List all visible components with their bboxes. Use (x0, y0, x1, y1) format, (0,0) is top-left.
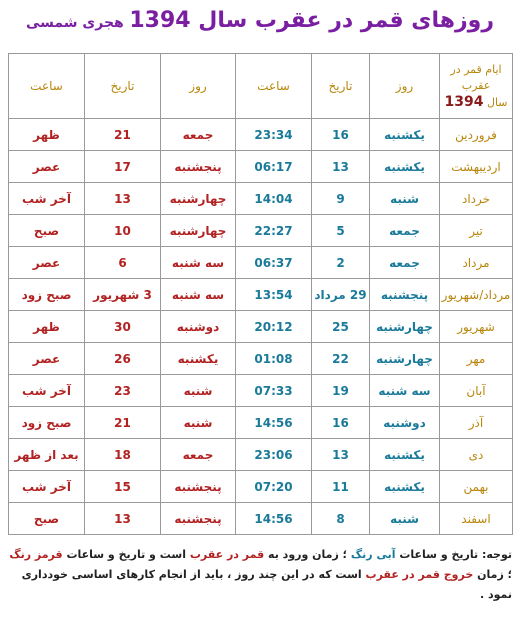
exit-date-cell: 15 (85, 471, 161, 503)
exit-time-cell: عصر (9, 247, 85, 279)
entry-day-cell: جمعه (370, 247, 440, 279)
table-row (9, 471, 513, 503)
exit-date-cell: 23 (85, 375, 161, 407)
exit-date-cell: 26 (85, 343, 161, 375)
footnote-part4: ؛ زمان (477, 568, 512, 581)
footnote-part3: است و تاریخ و ساعات (66, 548, 186, 561)
exit-date-cell: 13 (85, 503, 161, 535)
entry-day-cell: سه شنبه (370, 375, 440, 407)
month-cell: مهر (440, 343, 513, 375)
entry-day-cell: چهارشنبه (370, 311, 440, 343)
entry-day-cell: یکشنبه (370, 119, 440, 151)
entry-time-cell: 01:08 (236, 343, 312, 375)
exit-day-cell: چهارشنبه (161, 215, 236, 247)
footnote-part2: ؛ زمان ورود به (268, 548, 348, 561)
entry-date-cell: 9 (312, 183, 370, 215)
footnote-part1: توجه: تاریخ و ساعات (399, 548, 512, 561)
header-note-cell (440, 54, 513, 119)
exit-day-cell: پنجشنبه (161, 503, 236, 535)
month-cell: دی (440, 439, 513, 471)
entry-day-cell: یکشنبه (370, 151, 440, 183)
table-row (9, 119, 513, 151)
entry-time-cell: 14:04 (236, 183, 312, 215)
entry-date-cell: 19 (312, 375, 370, 407)
exit-day-cell: پنجشنبه (161, 151, 236, 183)
exit-day-cell: یکشنبه (161, 343, 236, 375)
header-entry-time: ساعت (236, 54, 312, 119)
header-row (9, 54, 513, 119)
table-row (9, 151, 513, 183)
month-cell: شهریور (440, 311, 513, 343)
entry-day-cell: یکشنبه (370, 439, 440, 471)
exit-time-cell: عصر (9, 343, 85, 375)
exit-date-cell: 21 (85, 407, 161, 439)
entry-day-cell: پنجشنبه (370, 279, 440, 311)
entry-date-cell: 5 (312, 215, 370, 247)
exit-time-cell: آخر شب (9, 375, 85, 407)
exit-day-cell: پنجشنبه (161, 471, 236, 503)
entry-date-cell: 13 (312, 151, 370, 183)
entry-day-cell: یکشنبه (370, 471, 440, 503)
exit-day-cell: سه شنبه (161, 279, 236, 311)
month-cell: آذر (440, 407, 513, 439)
table-row (9, 439, 513, 471)
month-cell: فروردین (440, 119, 513, 151)
exit-day-cell: شنبه (161, 407, 236, 439)
exit-date-cell: 6 (85, 247, 161, 279)
entry-day-cell: جمعه (370, 215, 440, 247)
entry-time-cell: 23:34 (236, 119, 312, 151)
footnote-part5: است که در این چند روز ، باید از انجام کارهای اساسی خودداری نمود . (21, 568, 512, 601)
entry-date-cell: 25 (312, 311, 370, 343)
header-year: 1394 (444, 93, 484, 110)
month-cell: بهمن (440, 471, 513, 503)
entry-time-cell: 20:12 (236, 311, 312, 343)
month-cell: اسفند (440, 503, 513, 535)
exit-date-cell: 30 (85, 311, 161, 343)
month-cell: مرداد (440, 247, 513, 279)
table-row (9, 407, 513, 439)
footnote-red-phrase1: قمر در عقرب (189, 548, 265, 561)
exit-time-cell: ظهر (9, 311, 85, 343)
entry-date-cell: 29 مرداد (312, 279, 370, 311)
exit-date-cell: 17 (85, 151, 161, 183)
entry-time-cell: 07:33 (236, 375, 312, 407)
entry-day-cell: چهارشنبه (370, 343, 440, 375)
entry-date-cell: 16 (312, 407, 370, 439)
entry-date-cell: 22 (312, 343, 370, 375)
table-row (9, 215, 513, 247)
table-row (9, 375, 513, 407)
entry-time-cell: 07:20 (236, 471, 312, 503)
table-row (9, 311, 513, 343)
header-exit-time: ساعت (9, 54, 85, 119)
table-row (9, 279, 513, 311)
entry-date-cell: 8 (312, 503, 370, 535)
month-cell: خرداد (440, 183, 513, 215)
month-cell: تیر (440, 215, 513, 247)
entry-time-cell: 06:17 (236, 151, 312, 183)
page-title (0, 8, 520, 33)
title-suffix: هجری شمسی (25, 15, 124, 31)
exit-time-cell: عصر (9, 151, 85, 183)
exit-day-cell: جمعه (161, 439, 236, 471)
exit-time-cell: بعد از ظهر (9, 439, 85, 471)
exit-day-cell: دوشنبه (161, 311, 236, 343)
entry-time-cell: 13:54 (236, 279, 312, 311)
entry-time-cell: 14:56 (236, 407, 312, 439)
header-entry-day: روز (370, 54, 440, 119)
month-cell: مرداد/شهریور (440, 279, 513, 311)
table-row (9, 247, 513, 279)
month-cell: آبان (440, 375, 513, 407)
exit-time-cell: ظهر (9, 119, 85, 151)
exit-date-cell: 10 (85, 215, 161, 247)
exit-date-cell: 13 (85, 183, 161, 215)
moon-scorpio-table (8, 53, 513, 535)
exit-date-cell: 3 شهریور (85, 279, 161, 311)
exit-time-cell: آخر شب (9, 471, 85, 503)
exit-time-cell: صبح (9, 503, 85, 535)
header-note-line1: ایام قمر در عقرب (450, 62, 502, 92)
footnote-red-word: قرمز رنگ (9, 548, 63, 561)
exit-time-cell: صبح (9, 215, 85, 247)
exit-day-cell: چهارشنبه (161, 183, 236, 215)
exit-day-cell: شنبه (161, 375, 236, 407)
exit-time-cell: آخر شب (9, 183, 85, 215)
entry-day-cell: شنبه (370, 503, 440, 535)
exit-day-cell: جمعه (161, 119, 236, 151)
exit-time-cell: صبح زود (9, 279, 85, 311)
entry-day-cell: دوشنبه (370, 407, 440, 439)
table-row (9, 183, 513, 215)
entry-date-cell: 13 (312, 439, 370, 471)
footnote-blue-word: آبی رنگ (350, 548, 396, 561)
table-row (9, 503, 513, 535)
table-row (9, 343, 513, 375)
entry-time-cell: 22:27 (236, 215, 312, 247)
footnote (8, 545, 512, 605)
header-exit-day: روز (161, 54, 236, 119)
entry-date-cell: 16 (312, 119, 370, 151)
exit-day-cell: سه شنبه (161, 247, 236, 279)
entry-day-cell: شنبه (370, 183, 440, 215)
header-exit-date: تاریخ (85, 54, 161, 119)
month-cell: اردیبهشت (440, 151, 513, 183)
exit-date-cell: 18 (85, 439, 161, 471)
entry-date-cell: 11 (312, 471, 370, 503)
exit-time-cell: صبح زود (9, 407, 85, 439)
entry-time-cell: 06:37 (236, 247, 312, 279)
footnote-red-phrase2: خروج قمر در عقرب (365, 568, 474, 581)
header-entry-date: تاریخ (312, 54, 370, 119)
entry-time-cell: 14:56 (236, 503, 312, 535)
header-note-line2: سال (486, 95, 508, 109)
entry-time-cell: 23:06 (236, 439, 312, 471)
entry-date-cell: 2 (312, 247, 370, 279)
title-main: روزهای قمر در عقرب سال 1394 (129, 8, 494, 33)
exit-date-cell: 21 (85, 119, 161, 151)
